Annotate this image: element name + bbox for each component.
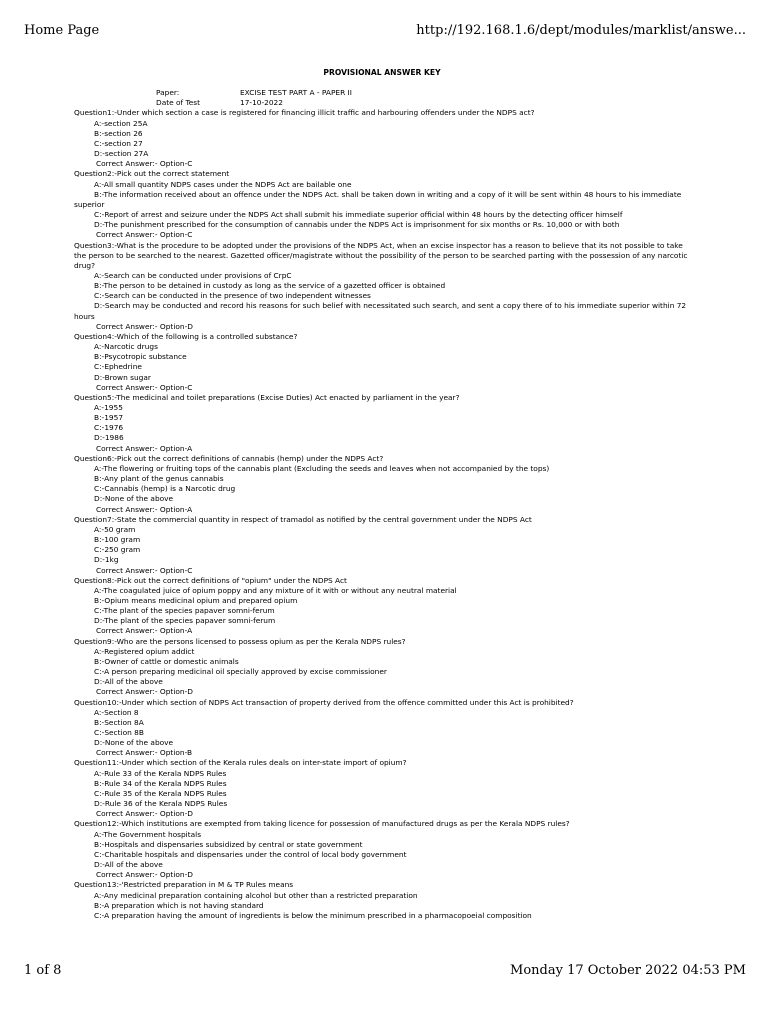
question-text: Question7:-State the commercial quantity in respect of tramadol as notified by the central government under the NDPS Act <box>74 514 532 524</box>
option: B:-A preparation which is not having standard <box>94 900 264 910</box>
document-title: PROVISIONAL ANSWER KEY <box>323 68 441 77</box>
option: D:-Rule 36 of the Kerala NDPS Rules <box>94 799 228 809</box>
option: C:-Report of arrest and seizure under the NDPS Act shall submit his immediate superior official within 48 hours by the detecting officer himself <box>94 210 623 220</box>
question-block <box>74 880 690 921</box>
correct-answer: Correct Answer:- Option-C <box>96 382 193 392</box>
option: C:-1976 <box>94 423 124 433</box>
question-block <box>74 169 690 240</box>
correct-answer: Correct Answer:- Option-D <box>96 809 193 819</box>
date-row <box>74 98 690 108</box>
option: C:-section 27 <box>94 138 143 148</box>
question-block <box>74 515 690 576</box>
question-text: Question12:-Which institutions are exempted from taking licence for possession of manufactured drugs as per the Kerala NDPS rules? <box>74 819 570 829</box>
option: C:-A preparation having the amount of ingredients is below the minimum prescribed in a pharmacopoeial composition <box>94 910 532 920</box>
question-block <box>74 637 690 698</box>
option: D:-section 27A <box>94 149 149 159</box>
correct-answer: Correct Answer:- Option-B <box>96 748 193 758</box>
option: C:-Rule 35 of the Kerala NDPS Rules <box>94 788 227 798</box>
option: A:-The coagulated juice of opium poppy and any mixture of it with or without any neutral material <box>94 585 457 595</box>
question-text: Question10:-Under which section of NDPS Act transaction of property derived from the offence committed under this Act is prohibited? <box>74 697 574 707</box>
question-block <box>74 108 690 169</box>
correct-answer: Correct Answer:- Option-D <box>96 687 193 697</box>
question-text: Question6:-Pick out the correct definitions of cannabis (hemp) under the NDPS Act? <box>74 453 384 463</box>
correct-answer: Correct Answer:- Option-A <box>96 504 193 514</box>
option: A:-Section 8 <box>94 707 139 717</box>
option: D:-1kg <box>94 555 119 565</box>
option: A:-The Government hospitals <box>94 829 202 839</box>
option: D:-Brown sugar <box>94 372 151 382</box>
option: A:-The flowering or fruiting tops of the cannabis plant (Excluding the seeds and leaves when not accompanied by the tops) <box>94 463 550 473</box>
option: D:-None of the above <box>94 738 174 748</box>
option: B:-Section 8A <box>94 717 144 727</box>
option: A:-Narcotic drugs <box>94 342 158 352</box>
option: B:-Owner of cattle or domestic animals <box>94 656 239 666</box>
option: D:-The punishment prescribed for the consumption of cannabis under the NDPS Act is imprisonment for six months or Rs. 10,000 or with both <box>94 220 620 230</box>
print-header <box>24 20 746 40</box>
question-text: Question1:-Under which section a case is registered for financing illicit traffic and harbouring offenders under the NDPS act? <box>74 108 535 118</box>
page-title: Home Page <box>24 22 100 38</box>
paper-value: EXCISE TEST PART A - PAPER II <box>240 88 352 98</box>
option: C:-250 gram <box>94 545 141 555</box>
option: D:-1986 <box>94 433 124 443</box>
option: B:-Any plant of the genus cannabis <box>94 474 224 484</box>
question-text: Question5:-The medicinal and toilet preparations (Excise Duties) Act enacted by parliament in the year? <box>74 392 460 402</box>
correct-answer: Correct Answer:- Option-C <box>96 230 193 240</box>
question-text: Question8:-Pick out the correct definitions of "opium" under the NDPS Act <box>74 575 347 585</box>
option: C:-The plant of the species papaver somni-ferum <box>94 606 275 616</box>
option: A:-1955 <box>94 403 123 412</box>
option: B:-The person to be detained in custody as long as the service of a gazetted officer is obtained <box>94 281 446 291</box>
question-list <box>74 108 690 921</box>
question-text: Question4:-Which of the following is a controlled substance? <box>74 331 298 341</box>
option: C:-A person preparing medicinal oil specially approved by excise commissioner <box>94 667 387 677</box>
option: B:-Rule 34 of the Kerala NDPS Rules <box>94 778 227 788</box>
option: D:-The plant of the species papaver somni-ferum <box>94 616 276 626</box>
option: A:-50 gram <box>94 524 136 534</box>
date-value: 17-10-2022 <box>240 98 283 108</box>
option: A:-Search can be conducted under provisions of CrpC <box>94 270 292 280</box>
option: A:-All small quantity NDPS cases under the NDPS Act are bailable one <box>94 179 352 189</box>
option: B:-Hospitals and dispensaries subsidized by central or state government <box>94 839 363 849</box>
answer-key-document <box>74 68 690 921</box>
paper-label: Paper: <box>156 88 180 98</box>
option: A:-Registered opium addict <box>94 646 195 656</box>
question-text: Question3:-What is the procedure to be adopted under the provisions of the NDPS Act, when an excise inspector has a reason to believe that its not possible to take the person to be searched to the nearest. Gazetted officer/magistrate without the possibility of the person to be searched parting with the possession of any narcotic drug? <box>74 240 688 270</box>
option: C:-Search can be conducted in the presence of two independent witnesses <box>94 291 371 301</box>
date-label: Date of Test <box>156 98 201 108</box>
paper-row <box>74 88 690 98</box>
option: A:-section 25A <box>94 118 148 128</box>
question-block <box>74 393 690 454</box>
question-block <box>74 819 690 880</box>
question-block <box>74 332 690 393</box>
option: B:-100 gram <box>94 535 141 545</box>
correct-answer: Correct Answer:- Option-C <box>96 565 193 575</box>
option: D:-None of the above <box>94 494 174 504</box>
question-text: Question13:-'Restricted preparation in M & TP Rules means <box>74 880 294 890</box>
question-text: Question9:-Who are the persons licensed to possess opium as per the Kerala NDPS rules? <box>74 636 406 646</box>
option: B:-1957 <box>94 413 124 423</box>
option: C:-Charitable hospitals and dispensaries under the control of local body government <box>94 849 407 859</box>
option: B:-section 26 <box>94 128 143 138</box>
option: B:-Psycotropic substance <box>94 352 187 362</box>
question-text: Question11:-Under which section of the Kerala rules deals on inter-state import of opium? <box>74 758 407 768</box>
correct-answer: Correct Answer:- Option-A <box>96 626 193 636</box>
question-block <box>74 758 690 819</box>
question-block <box>74 454 690 515</box>
correct-answer: Correct Answer:- Option-D <box>96 870 193 880</box>
option: D:-All of the above <box>94 677 163 687</box>
page-count: 1 of 8 <box>24 962 62 978</box>
page-url: http://192.168.1.6/dept/modules/marklist/answe... <box>416 22 746 38</box>
question-text: Question2:-Pick out the correct statement <box>74 169 230 179</box>
option: D:-Search may be conducted and record his reasons for such belief with necessitated such search, and sent a copy there of to his immediate superior within 72 hours <box>74 301 687 321</box>
question-block <box>74 241 690 332</box>
correct-answer: Correct Answer:- Option-D <box>96 321 193 331</box>
print-footer <box>24 960 746 980</box>
option: D:-All of the above <box>94 860 163 870</box>
option: B:-Opium means medicinal opium and prepared opium <box>94 595 298 605</box>
option: C:-Ephedrine <box>94 362 142 372</box>
option: C:-Cannabis (hemp) is a Narcotic drug <box>94 484 236 494</box>
option: B:-The information received about an offence under the NDPS Act. shall be taken down in writing and a copy of it will be sent within 48 hours to his immediate superior <box>74 189 682 209</box>
correct-answer: Correct Answer:- Option-C <box>96 159 193 169</box>
question-block <box>74 576 690 637</box>
correct-answer: Correct Answer:- Option-A <box>96 443 193 453</box>
option: A:-Rule 33 of the Kerala NDPS Rules <box>94 768 227 778</box>
question-block <box>74 698 690 759</box>
option: C:-Section 8B <box>94 728 144 737</box>
option: A:-Any medicinal preparation containing alcohol but other than a restricted preparation <box>94 890 418 900</box>
print-timestamp: Monday 17 October 2022 04:53 PM <box>510 962 746 978</box>
